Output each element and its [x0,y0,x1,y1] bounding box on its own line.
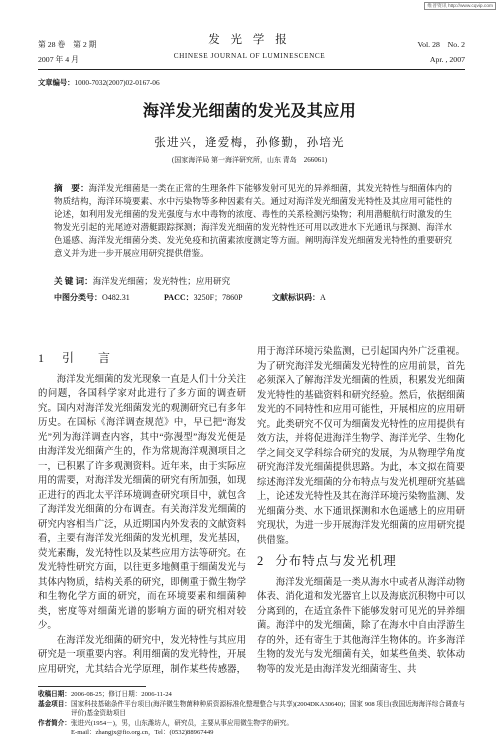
keywords [54,275,452,288]
section-title: 引 言 [62,351,117,365]
section-title: 分布特点与发光机理 [275,554,397,568]
abstract [54,182,452,260]
abstract-text: 海洋发光细菌是一类在正常的生理条件下能够发射可见光的异养细菌，其发光特性与细菌体内的物质结构，海洋环境要素、水中污染物等多种因素有关。通过对海洋发光细菌发光特性及其应用可能性的论述，如利用发光细菌的发光强度与水中毒物的浓度、毒性的关系检测污染物；利用潜艇航行时激发的生物发光引起的光尾迹对潜艇跟踪探测；海洋发光细菌的发光特性还可用以改进水下光通讯与探测、海洋水色遥感、海洋发光细菌分类、发光免疫和抗菌素浓度测定等方面。阐明海洋发光细菌发光特性的重要研究意义并为进一步开展应用研究提供借鉴。 [54,183,452,258]
pacc-value: 3250F；7860P [193,293,243,302]
header-rule [38,69,465,70]
classification-row [54,291,452,304]
issue-date-cn: 2007 年 4 月 [38,55,79,64]
received-dates: 2006-08-25；修订日期：2006-11-24 [70,691,172,698]
volume-issue-en: Vol. 28 No. 2 [417,40,465,49]
footnote-text [71,690,465,700]
footnotes [38,690,465,738]
clc-value: O482.31 [102,293,130,302]
pacc-code [164,291,243,304]
clc-code [54,291,130,304]
header-right [417,37,465,67]
footnote-label: 收稿日期： [38,691,71,698]
journal-name-cn: 发 光 学 报 [208,34,291,46]
article-number-label: 文章编号： [38,78,75,87]
footnote-text [71,719,465,738]
author-contact: E-mail：zhangjx@fio.org.cn，Tel：(0532)88967449 [70,729,214,736]
keywords-text: 海洋发光细菌；发光特性；应用研究 [92,276,231,286]
footnote-received [38,690,465,700]
footnote-author [38,719,465,738]
clc-label: 中图分类号： [54,293,102,302]
author-list: 张进兴，逄爱梅，孙修勤，孙培光 [154,137,345,149]
document-code-label: 文献标识码： [272,293,320,302]
article-number-value: 1000-7032(2007)02-0167-06 [74,78,160,87]
keywords-label: 关 键 词： [54,276,93,286]
document-code-value: A [320,293,326,302]
document-code [272,291,326,304]
author-bio: 张进兴(1954－)，男，山东潍坊人，研究员，主要从事应用微生物学的研究。 [70,719,293,727]
issue-date-en: Apr. , 2007 [429,55,465,64]
article-title: 海洋发光细菌的发光及其应用 [142,103,357,120]
watermark-stamp: 维普资讯 http://www.cqvip.com [424,2,496,10]
body-paragraph: 海洋发光细菌的发光现象一直是人们十分关注的问题，各国科学家对此进行了多方面的调查研究。国内对海洋发光细菌发光的观测研究已有多年历史。在国标《海洋调查规范》中，早已把“海发光”列为海洋调查内容，其中“弥漫型”海发光便是由海洋发光细菌产生的，作为常规海洋观测项目之一，已积累了许多观测资料。近年来，由于实际应用的需要，对海洋发光细菌的研究有所加强，如现正进行的西北太平洋环境调查研究项目中，就包含了海洋发光细菌的分布调查。有关海洋发光细菌的研究内容相当广泛，从近期国内外发表的文献资料看，主要有海洋发光细菌的发光机理，发光基因，荧光素酶，发光特性以及某些应用方法等研究。在发光特性研究方面，以往更多地侧重于细菌发光与其体内物质，结构关系的研究，即侧重于微生物学和生物化学方面的研究，而在环境要素和细菌种类，密度等对细菌光谱的影响方面的研究相对较少。 [38,374,246,631]
pacc-label: PACC： [164,293,194,302]
footnote-label: 基金项目： [38,700,71,708]
footnote-funding [38,700,465,719]
footnote-text [71,700,465,719]
body-paragraph: 海洋发光细菌是一类从海水中或者从海洋动物体表、消化道和发光器官上以及海底沉积物中可以分离到的，在适宜条件下能够发射可见光的异养细菌。海洋中的发光细菌，除了在海水中自由浮游生存的外，还有寄生于其他海洋生物体的。许多海洋生物的发光与发光细菌有关，如某些鱼类、软体动物等的发光是由海洋发光细菌寄生、共 [257,577,465,675]
affiliation: (国家海洋局 第一海洋研究所，山东 青岛 266061) [171,156,328,164]
footnote-label: 作者简介： [38,719,71,727]
journal-name-en: CHINESE JOURNAL OF LUMINESCENCE [173,52,326,60]
article-number [38,78,160,87]
section-heading-2 [257,548,465,576]
abstract-label: 摘 要： [54,183,89,193]
volume-issue: 第 28 卷 第 2 期 [38,40,97,49]
section-heading-1 [38,345,246,373]
body-paragraph: 在海洋发光细菌的研究中，发光特性与其应用研究是一项重要内容。利用细菌的发光特性，开展应用研究，尤其结合光学原理，制作某些传感器，用于海洋环境污染监测，已引起国内外广泛重视。为了研究海洋发光细菌发光特性的应用前景，首先必须深入了解海洋发光细菌的性质，积累发光细菌发光特性的基础资料和研究经验。然后，依据细菌发光的不同特性和应用可能性，开展相应的应用研究。此类研究不仅可为细菌发光特性的应用提供有效方法，并将促进海洋生物学、海洋光学、生物化学之间交叉学科综合研究的发展，为从物理学角度研究海洋发光细菌提供思路。为此，本文拟在简要综述海洋发光细菌的分布特点与发光机理研究基础上，论述发光特性及其在海洋环境污染物监测、发光细菌分类、水下通讯探测和水色遥感上的应用研究现状，为进一步开展海洋发光细菌的应用研究提供借鉴。 [38,347,465,675]
article-body [38,345,465,677]
funding-text: 国家科技基础条件平台项目(海洋微生物菌种种质资源标准化整理整合与共享)(2004DKA30640)；国家 908 项目(我国近海海洋综合调查与评价)基金资助项目 [70,700,465,717]
footnote-rule [38,686,146,687]
section-number: 1 [38,351,44,365]
section-number: 2 [257,554,264,568]
